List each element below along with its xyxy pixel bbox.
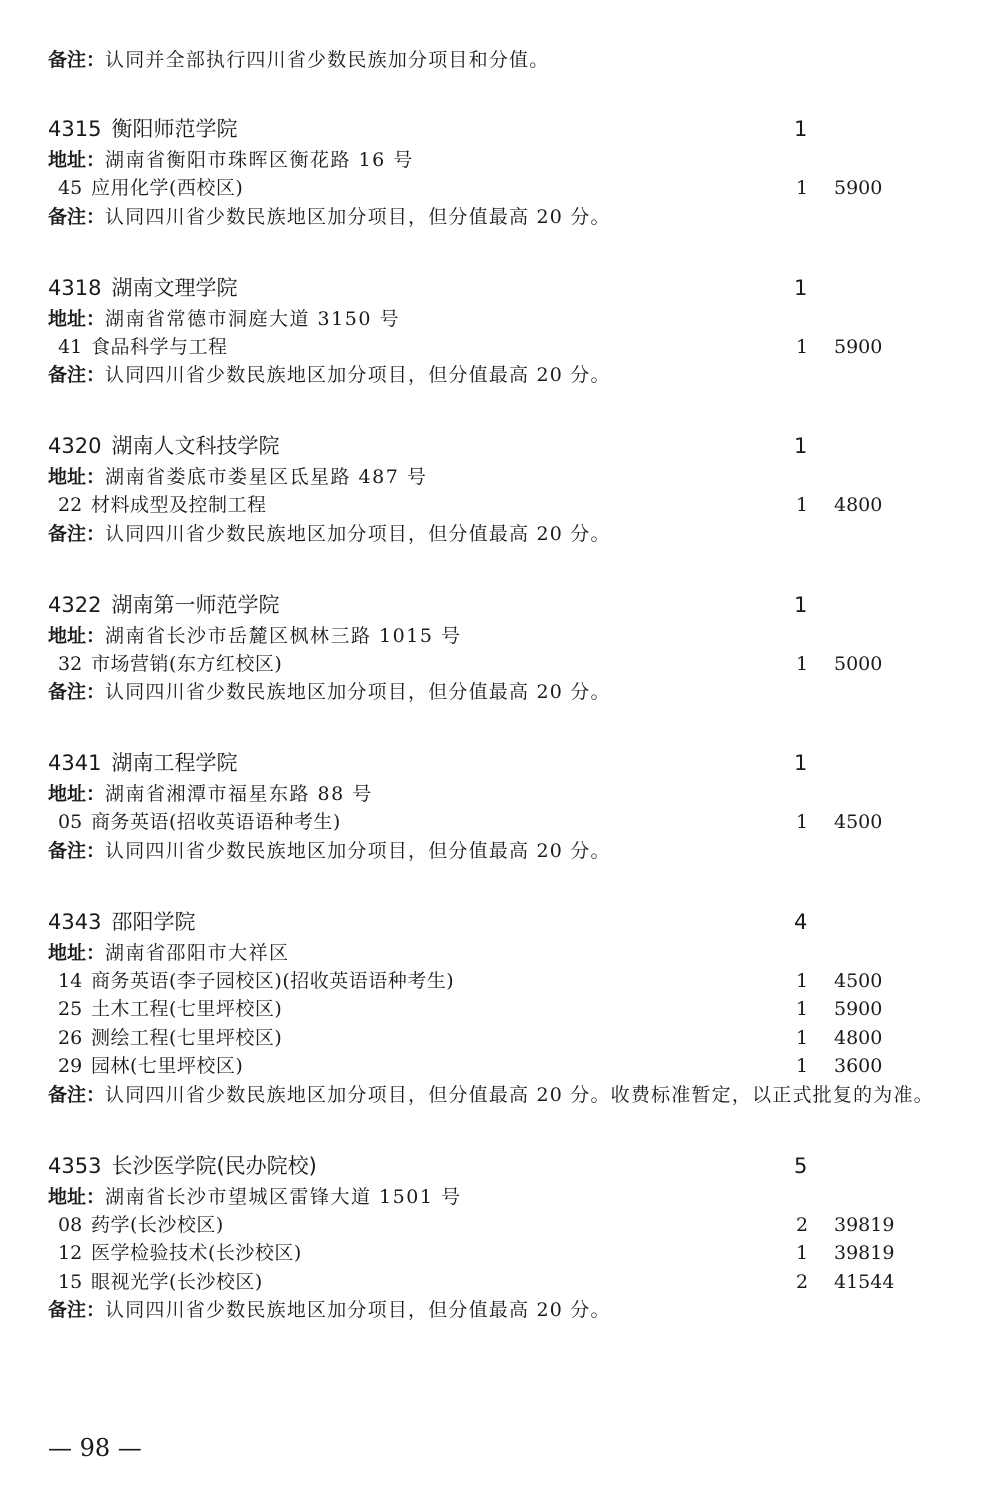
major-row [48, 491, 978, 520]
major-code: 12 [58, 1242, 83, 1264]
address-label: 地址： [48, 624, 106, 647]
major-code: 15 [58, 1270, 83, 1293]
address-text: 湖南省常德市洞庭大道 3150 号 [105, 307, 400, 330]
major-code: 32 [58, 652, 83, 675]
address-label: 地址： [48, 941, 106, 964]
institution-name: 湖南第一师范学院 [111, 592, 280, 617]
institution-header [48, 1149, 978, 1183]
institution-total: 5 [794, 1153, 808, 1178]
major-count: 1 [796, 494, 809, 516]
institution-block [48, 588, 978, 707]
institution-name: 衡阳师范学院 [111, 117, 238, 141]
major-code: 26 [58, 1026, 83, 1049]
institution-header [48, 746, 978, 780]
institution-total: 1 [794, 434, 808, 458]
major-count: 1 [796, 177, 809, 199]
major-count: 1 [796, 811, 809, 833]
major-row [48, 1024, 978, 1053]
institution-total: 1 [794, 592, 808, 617]
major-count: 2 [796, 1213, 809, 1236]
institution-header [48, 429, 978, 463]
institution-name: 湖南工程学院 [111, 751, 238, 775]
institution-total: 1 [794, 751, 808, 775]
address-label: 地址： [48, 783, 106, 805]
note-text: 认同四川省少数民族地区加分项目，但分值最高 20 分。 [105, 681, 611, 703]
note-label: 备注： [48, 681, 106, 703]
institution-code: 4353 [48, 1153, 102, 1178]
note-text: 认同并全部执行四川省少数民族加分项目和分值。 [105, 49, 550, 71]
major-name: 应用化学(西校区) [91, 177, 244, 199]
institution-block [48, 746, 978, 865]
major-name: 测绘工程(七里坪校区) [91, 1026, 283, 1049]
note-label: 备注： [48, 1299, 106, 1321]
address-label: 地址： [48, 307, 106, 330]
major-fee: 3600 [834, 1055, 883, 1077]
institution-block [48, 429, 978, 548]
major-fee: 4500 [834, 811, 883, 833]
institution-address [48, 780, 978, 808]
institution-address [48, 146, 978, 174]
major-count: 2 [796, 1270, 809, 1293]
institution-block [48, 905, 978, 1109]
major-count: 1 [796, 998, 809, 1020]
institution-total: 1 [794, 275, 808, 300]
major-code: 08 [58, 1213, 83, 1236]
note-text: 认同四川省少数民族地区加分项目，但分值最高 20 分。收费标准暂定，以正式批复的为准。 [105, 1083, 934, 1106]
major-row [48, 967, 978, 996]
major-name: 商务英语(招收英语语种考生) [91, 811, 341, 833]
institution-note [48, 678, 978, 706]
major-count: 1 [796, 1026, 809, 1049]
institution-code: 4343 [48, 909, 102, 934]
document-page [48, 46, 978, 1364]
address-label: 地址： [48, 149, 106, 171]
institution-note [48, 361, 978, 389]
major-name: 园林(七里坪校区) [91, 1055, 244, 1077]
institution-list [48, 112, 978, 1324]
institution-note [48, 837, 978, 865]
address-text: 湖南省邵阳市大祥区 [105, 941, 290, 964]
address-text: 湖南省娄底市娄星区氐星路 487 号 [105, 466, 428, 488]
major-fee: 41544 [834, 1270, 895, 1293]
major-count: 1 [796, 1055, 809, 1077]
major-code: 29 [58, 1055, 83, 1077]
major-fee: 4500 [834, 969, 883, 992]
institution-name: 长沙医学院(民办院校) [111, 1153, 317, 1178]
major-fee: 39819 [834, 1242, 895, 1264]
institution-header [48, 271, 978, 305]
institution-address [48, 622, 978, 650]
major-fee: 5900 [834, 998, 883, 1020]
address-text: 湖南省长沙市岳麓区枫林三路 1015 号 [105, 624, 462, 647]
major-row [48, 995, 978, 1024]
institution-note [48, 520, 978, 548]
major-name: 材料成型及控制工程 [91, 494, 267, 516]
institution-header [48, 905, 978, 939]
institution-code: 4320 [48, 434, 102, 458]
institution-name: 邵阳学院 [111, 909, 196, 934]
major-count: 1 [796, 652, 809, 675]
major-code: 45 [58, 177, 83, 199]
institution-header [48, 112, 978, 146]
major-fee: 5900 [834, 177, 883, 199]
note-label: 备注： [48, 205, 106, 228]
major-fee: 5900 [834, 335, 883, 358]
major-row [48, 650, 978, 679]
institution-note [48, 203, 978, 231]
major-row [48, 1052, 978, 1081]
note-label: 备注： [48, 364, 106, 386]
major-name: 土木工程(七里坪校区) [91, 998, 283, 1020]
institution-block [48, 112, 978, 231]
note-label: 备注： [48, 49, 106, 71]
institution-code: 4341 [48, 751, 102, 775]
institution-address [48, 939, 978, 967]
major-code: 14 [58, 969, 83, 992]
major-code: 25 [58, 998, 83, 1020]
major-name: 市场营销(东方红校区) [91, 652, 283, 675]
address-label: 地址： [48, 466, 106, 488]
major-row [48, 1268, 978, 1297]
major-fee: 5000 [834, 652, 883, 675]
institution-block [48, 1149, 978, 1325]
top-note [48, 46, 978, 74]
major-name: 医学检验技术(长沙校区) [91, 1242, 302, 1264]
institution-code: 4318 [48, 275, 102, 300]
institution-code: 4322 [48, 592, 102, 617]
note-text: 认同四川省少数民族地区加分项目，但分值最高 20 分。 [105, 522, 611, 545]
institution-header [48, 588, 978, 622]
institution-block [48, 271, 978, 390]
note-text: 认同四川省少数民族地区加分项目，但分值最高 20 分。 [105, 1299, 611, 1321]
note-text: 认同四川省少数民族地区加分项目，但分值最高 20 分。 [105, 839, 611, 862]
major-code: 05 [58, 811, 83, 833]
address-text: 湖南省衡阳市珠晖区衡花路 16 号 [105, 149, 414, 171]
major-row [48, 174, 978, 203]
institution-address [48, 463, 978, 491]
note-label: 备注： [48, 522, 106, 545]
major-row [48, 1239, 978, 1268]
institution-name: 湖南人文科技学院 [111, 434, 280, 458]
major-count: 1 [796, 335, 809, 358]
major-fee: 39819 [834, 1213, 895, 1236]
institution-note [48, 1296, 978, 1324]
major-count: 1 [796, 969, 809, 992]
major-name: 食品科学与工程 [91, 335, 228, 358]
major-fee: 4800 [834, 494, 883, 516]
major-name: 药学(长沙校区) [91, 1213, 224, 1236]
institution-total: 1 [794, 117, 808, 141]
institution-total: 4 [794, 909, 808, 934]
major-fee: 4800 [834, 1026, 883, 1049]
major-code: 22 [58, 494, 83, 516]
major-count: 1 [796, 1242, 809, 1264]
institution-note [48, 1081, 978, 1109]
major-name: 商务英语(李子园校区)(招收英语语种考生) [91, 969, 455, 992]
major-row [48, 808, 978, 837]
major-row [48, 1211, 978, 1240]
major-name: 眼视光学(长沙校区) [91, 1270, 263, 1293]
note-label: 备注： [48, 1083, 106, 1106]
major-code: 41 [58, 335, 83, 358]
note-label: 备注： [48, 839, 106, 862]
institution-address [48, 305, 978, 333]
address-text: 湖南省湘潭市福星东路 88 号 [105, 783, 373, 805]
institution-code: 4315 [48, 117, 102, 141]
institution-address [48, 1183, 978, 1211]
note-text: 认同四川省少数民族地区加分项目，但分值最高 20 分。 [105, 205, 611, 228]
institution-name: 湖南文理学院 [111, 275, 238, 300]
major-row [48, 333, 978, 362]
page-number: — 98 — [48, 1434, 142, 1462]
address-label: 地址： [48, 1185, 106, 1208]
address-text: 湖南省长沙市望城区雷锋大道 1501 号 [105, 1185, 462, 1208]
note-text: 认同四川省少数民族地区加分项目，但分值最高 20 分。 [105, 364, 611, 386]
